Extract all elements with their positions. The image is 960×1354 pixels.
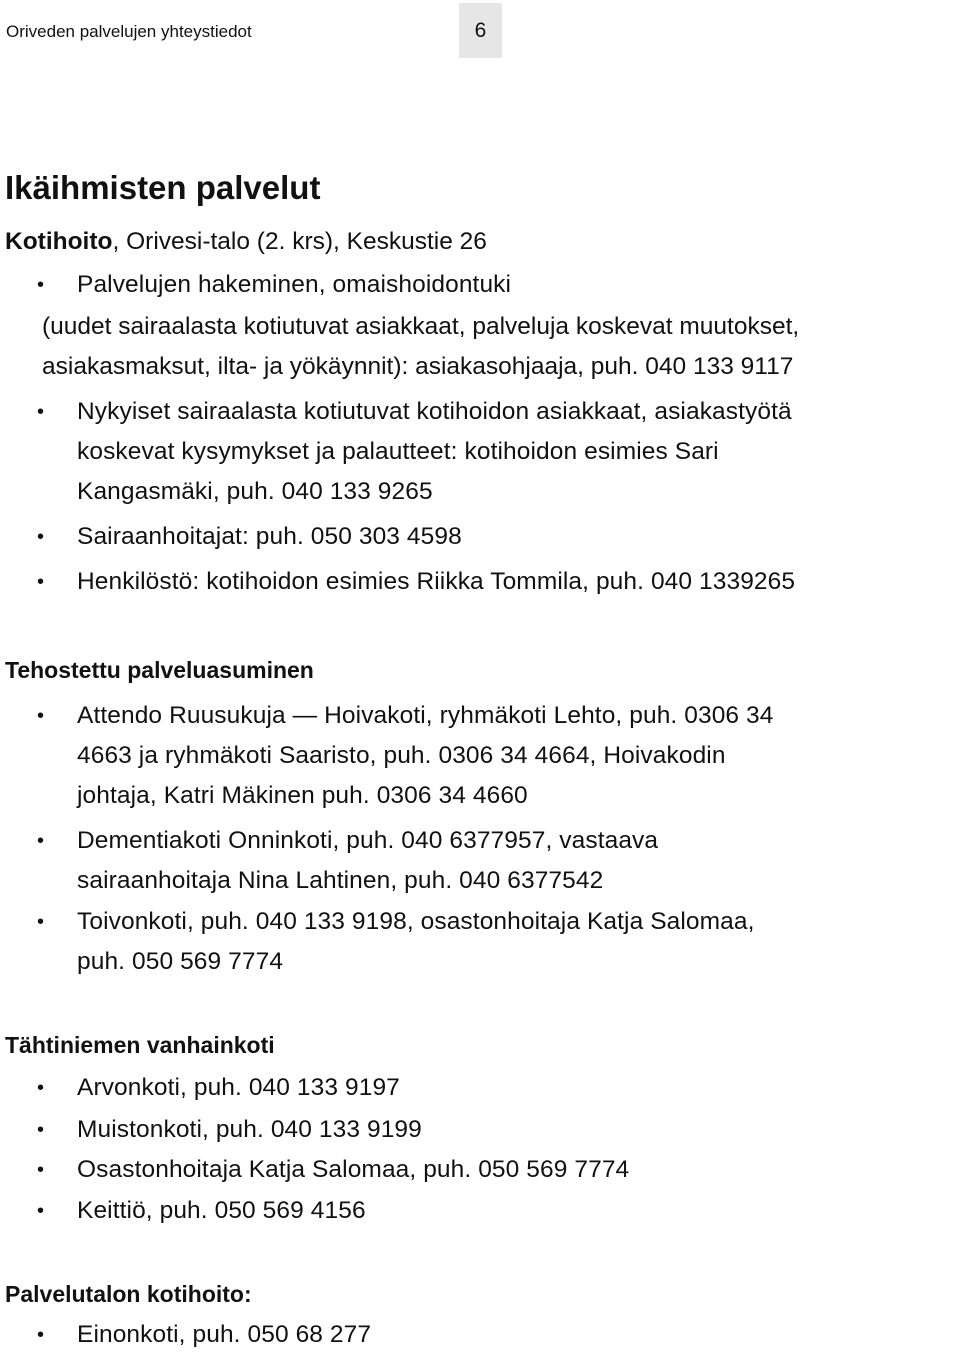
list-item: Muistonkoti, puh. 040 133 9199 (77, 1116, 422, 1143)
list-item: sairaanhoitaja Nina Lahtinen, puh. 040 6377542 (77, 867, 604, 894)
list-item: Henkilöstö: kotihoidon esimies Riikka Tommila, puh. 040 1339265 (77, 568, 796, 595)
kotihoito-intro (5, 227, 487, 257)
list-item: Einonkoti, puh. 050 68 277 (77, 1321, 372, 1348)
list-item: koskevat kysymykset ja palautteet: kotihoidon esimies Sari (77, 438, 719, 465)
list-item: Keittiö, puh. 050 569 4156 (77, 1197, 366, 1224)
list-item: Dementiakoti Onninkoti, puh. 040 6377957, vastaava (77, 827, 659, 854)
bullet-icon: • (37, 705, 45, 727)
bullet-icon: • (37, 830, 45, 852)
list-item: Sairaanhoitajat: puh. 050 303 4598 (77, 523, 462, 550)
list-item: Kangasmäki, puh. 040 133 9265 (77, 478, 433, 505)
list-item-continuation: asiakasmaksut, ilta- ja yökäynnit): asiakasohjaaja, puh. 040 133 9117 (42, 353, 794, 380)
page-title: Ikäihmisten palvelut (5, 169, 321, 206)
kotihoito-address: , Orivesi-talo (2. krs), Keskustie 26 (112, 228, 487, 255)
list-item: Nykyiset sairaalasta kotiutuvat kotihoidon asiakkaat, asiakastyötä (77, 398, 792, 425)
bullet-icon: • (37, 911, 45, 933)
list-item: johtaja, Katri Mäkinen puh. 0306 34 4660 (77, 782, 528, 809)
bullet-icon: • (37, 1119, 45, 1141)
list-item-continuation: (uudet sairaalasta kotiutuvat asiakkaat, palveluja koskevat muutokset, (42, 313, 800, 340)
bullet-icon: • (37, 1200, 45, 1222)
bullet-icon: • (37, 1324, 45, 1346)
header-title: Oriveden palvelujen yhteystiedot (6, 22, 252, 41)
section-heading-tahtiniemen: Tähtiniemen vanhainkoti (5, 1032, 275, 1058)
bullet-icon: • (37, 1077, 45, 1099)
list-item: Toivonkoti, puh. 040 133 9198, osastonhoitaja Katja Salomaa, (77, 908, 755, 935)
bullet-icon: • (37, 401, 45, 423)
list-item: Osastonhoitaja Katja Salomaa, puh. 050 569 7774 (77, 1156, 630, 1183)
bullet-icon: • (37, 1159, 45, 1181)
section-heading-tehostettu: Tehostettu palveluasuminen (5, 657, 314, 683)
list-item: Palvelujen hakeminen, omaishoidontuki (77, 271, 512, 298)
bullet-icon: • (37, 571, 45, 593)
bullet-icon: • (37, 526, 45, 548)
bullet-icon: • (37, 274, 45, 296)
list-item: Arvonkoti, puh. 040 133 9197 (77, 1074, 400, 1101)
list-item: Attendo Ruusukuja — Hoivakoti, ryhmäkoti Lehto, puh. 0306 34 (77, 702, 774, 729)
list-item: 4663 ja ryhmäkoti Saaristo, puh. 0306 34 4664, Hoivakodin (77, 742, 726, 769)
list-item: puh. 050 569 7774 (77, 948, 284, 975)
section-heading-palvelutalon: Palvelutalon kotihoito: (5, 1281, 252, 1307)
page-header (0, 0, 960, 62)
kotihoito-label: Kotihoito (5, 228, 113, 255)
page-number: 6 (459, 3, 502, 58)
